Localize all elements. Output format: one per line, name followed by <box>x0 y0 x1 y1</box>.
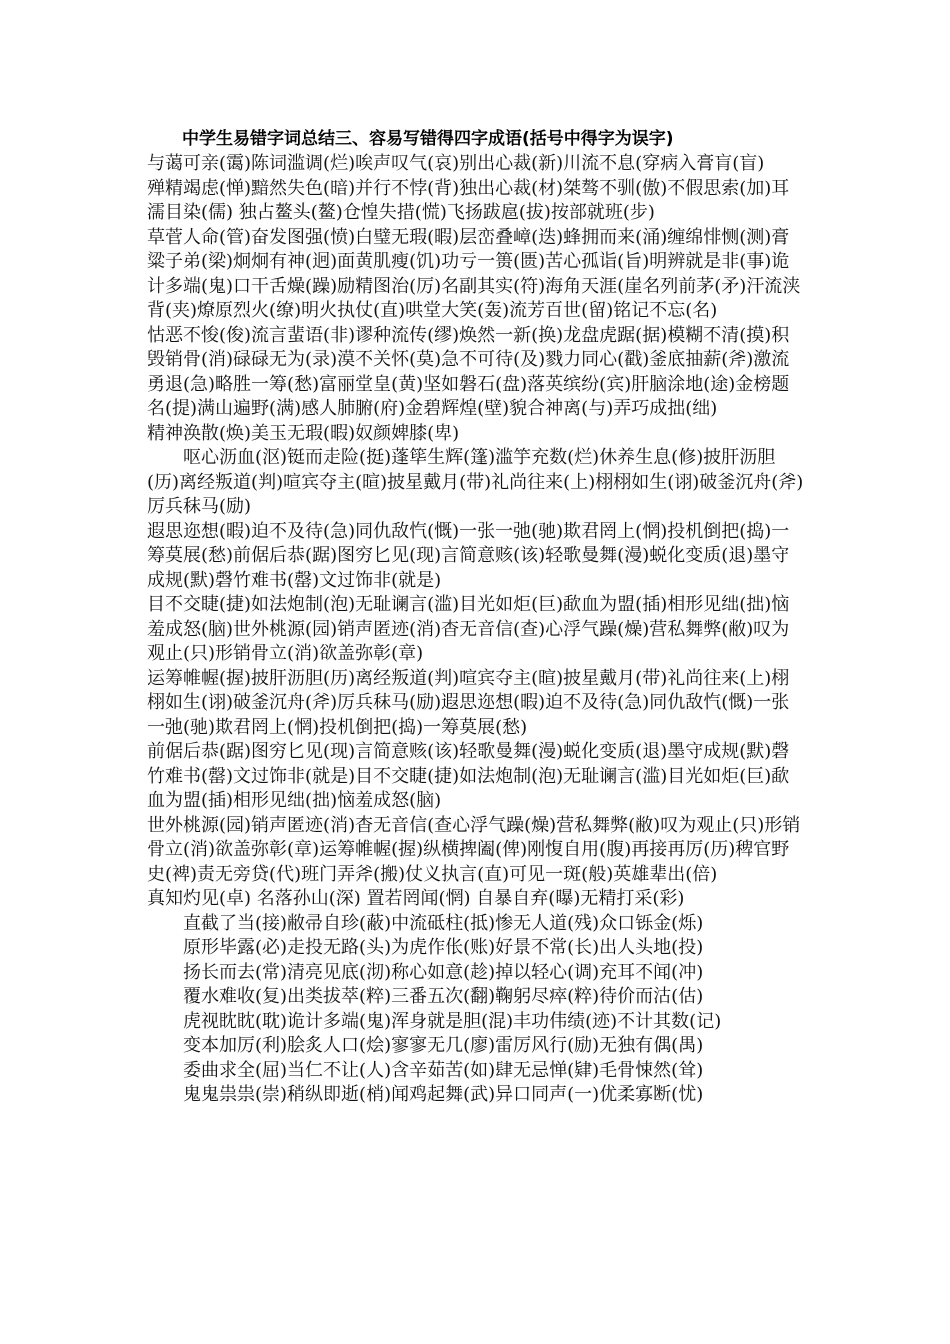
paragraph: 与蔼可亲(霭)陈词滥调(烂)唉声叹气(哀)别出心裁(新)川流不息(穿病入膏肓(盲) <box>147 153 765 174</box>
paragraph: 覆水难收(复)出类拔萃(粹)三番五次(翻)鞠躬尽瘁(粹)待价而沽(估) <box>183 986 704 1007</box>
paragraph: 直截了当(接)敝帚自珍(蔽)中流砥柱(抵)惨无人道(残)众口铄金(烁) <box>183 912 704 934</box>
paragraph: 目不交睫(捷)如法炮制(泡)无耻谰言(滥)目光如炬(巨)歃血为盟(插)相形见绌(拙)恼羞成怒(脑)世外桃源(园)销声匿迹(消)杳无音信(查)心浮气躁(燥)营私舞弊(敝)叹为观止(只)形销骨立(消)欲盖弥彰(章) <box>147 594 790 664</box>
paragraph: 委曲求全(屈)当仁不让(人)含辛茹苦(如)肆无忌惮(肄)毛骨悚然(耸) <box>183 1059 704 1081</box>
paragraph: 草菅人命(管)奋发图强(愤)白璧无瑕(暇)层峦叠嶂(迭)蜂拥而来(涌)缠绵悱恻(测)膏粱子弟(梁)炯炯有神(迥)面黄肌瘦(饥)功亏一篑(匮)苦心孤诣(旨)明辨就是非(事)诡计多端(鬼)口干舌燥(躁)励精图治(厉)名副其实(符)海角天涯(崖名列前茅(矛)汗流浃背(夹)燎原烈火(缭)明火执仗(直)哄堂大笑(轰)流芳百世(留)铭记不忘(名) <box>147 226 801 321</box>
paragraph: 运筹帷幄(握)披肝沥胆(历)离经叛道(判)喧宾夺主(暄)披星戴月(带)礼尚往来(上)栩栩如生(诩)破釜沉舟(斧)厉兵秣马(励)遐思迩想(暇)迫不及待(急)同仇敌忾(慨)一张一弛(驰)欺君罔上(惘)投机倒把(捣)一筹莫展(愁) <box>147 667 790 738</box>
paragraph: 虎视眈眈(耽)诡计多端(鬼)浑身就是胆(混)丰功伟绩(迹)不计其数(记) <box>183 1010 722 1032</box>
paragraph: 呕心沥血(沤)铤而走险(挺)蓬筚生辉(篷)滥竽充数(烂)休养生息(修)披肝沥胆(历)离经叛道(判)喧宾夺主(暄)披星戴月(带)礼尚往来(上)栩栩如生(诩)破釜沉舟(斧)厉兵秣马(励) <box>147 447 804 517</box>
paragraph: 扬长而去(常)清亮见底(沏)称心如意(趁)掉以轻心(调)充耳不闻(冲) <box>183 961 704 983</box>
paragraph: 殚精竭虑(惮)黯然失色(暗)并行不悖(背)独出心裁(材)桀骜不驯(傲)不假思索(加)耳濡目染(儒) 独占鳌头(鳌)仓惶失措(慌)飞扬跋扈(拔)按部就班(步) <box>147 177 790 223</box>
paragraph: 鬼鬼祟祟(崇)稍纵即逝(梢)闻鸡起舞(武)异口同声(一)优柔寡断(忧) <box>183 1084 704 1105</box>
document-body <box>147 152 807 1108</box>
paragraph: 怙恶不悛(俊)流言蜚语(非)谬种流传(缪)焕然一新(换)龙盘虎踞(据)模糊不清(摸)积毁销骨(消)碌碌无为(录)漠不关怀(莫)急不可待(及)戮力同心(戳)釜底抽薪(斧)激流勇退(急)略胜一筹(愁)富丽堂皇(黄)坚如磐石(盘)落英缤纷(宾)肝脑涂地(途)金榜题名(提)满山遍野(满)感人肺腑(府)金碧辉煌(壁)貌合神离(与)弄巧成拙(绌) <box>147 324 790 419</box>
paragraph: 原形毕露(必)走投无路(头)为虎作伥(账)好景不常(长)出人头地(投) <box>183 937 704 958</box>
paragraph: 前倨后恭(踞)图穷匕见(现)言简意赅(该)轻歌曼舞(漫)蜕化变质(退)墨守成规(默)磬竹难书(罄)文过饰非(就是)目不交睫(捷)如法炮制(泡)无耻谰言(滥)目光如炬(巨)歃血为盟(插)相形见绌(拙)恼羞成怒(脑) <box>147 741 790 811</box>
paragraph: 世外桃源(园)销声匿迹(消)杳无音信(查心浮气躁(燥)营私舞弊(敝)叹为观止(只)形销骨立(消)欲盖弥彰(章)运筹帷幄(握)纵横捭阖(俾)刚愎自用(腹)再接再厉(历)稗官野史(裨)责无旁贷(代)班门弄斧(搬)仗义执言(直)可见一斑(般)英雄辈出(倍) <box>147 814 801 885</box>
paragraph: 精神涣散(焕)美玉无瑕(暇)奴颜婢膝(卑) <box>147 422 460 444</box>
paragraph: 变本加厉(利)脍炙人口(烩)寥寥无几(廖)雷厉风行(励)无独有偶(禺) <box>183 1035 704 1056</box>
paragraph: 遐思迩想(暇)迫不及待(急)同仇敌忾(慨)一张一弛(驰)欺君罔上(惘)投机倒把(捣)一筹莫展(愁)前倨后恭(踞)图穷匕见(现)言简意赅(该)轻歌曼舞(漫)蜕化变质(退)墨守成规(默)磬竹难书(罄)文过饰非(就是) <box>147 520 790 591</box>
document-title: 中学生易错字词总结三、容易写错得四字成语(括号中得字为误字) <box>182 129 674 149</box>
paragraph: 真知灼见(卓) 名落孙山(深) 置若罔闻(惘) 自暴自弃(曝)无精打采(彩) <box>147 888 685 909</box>
